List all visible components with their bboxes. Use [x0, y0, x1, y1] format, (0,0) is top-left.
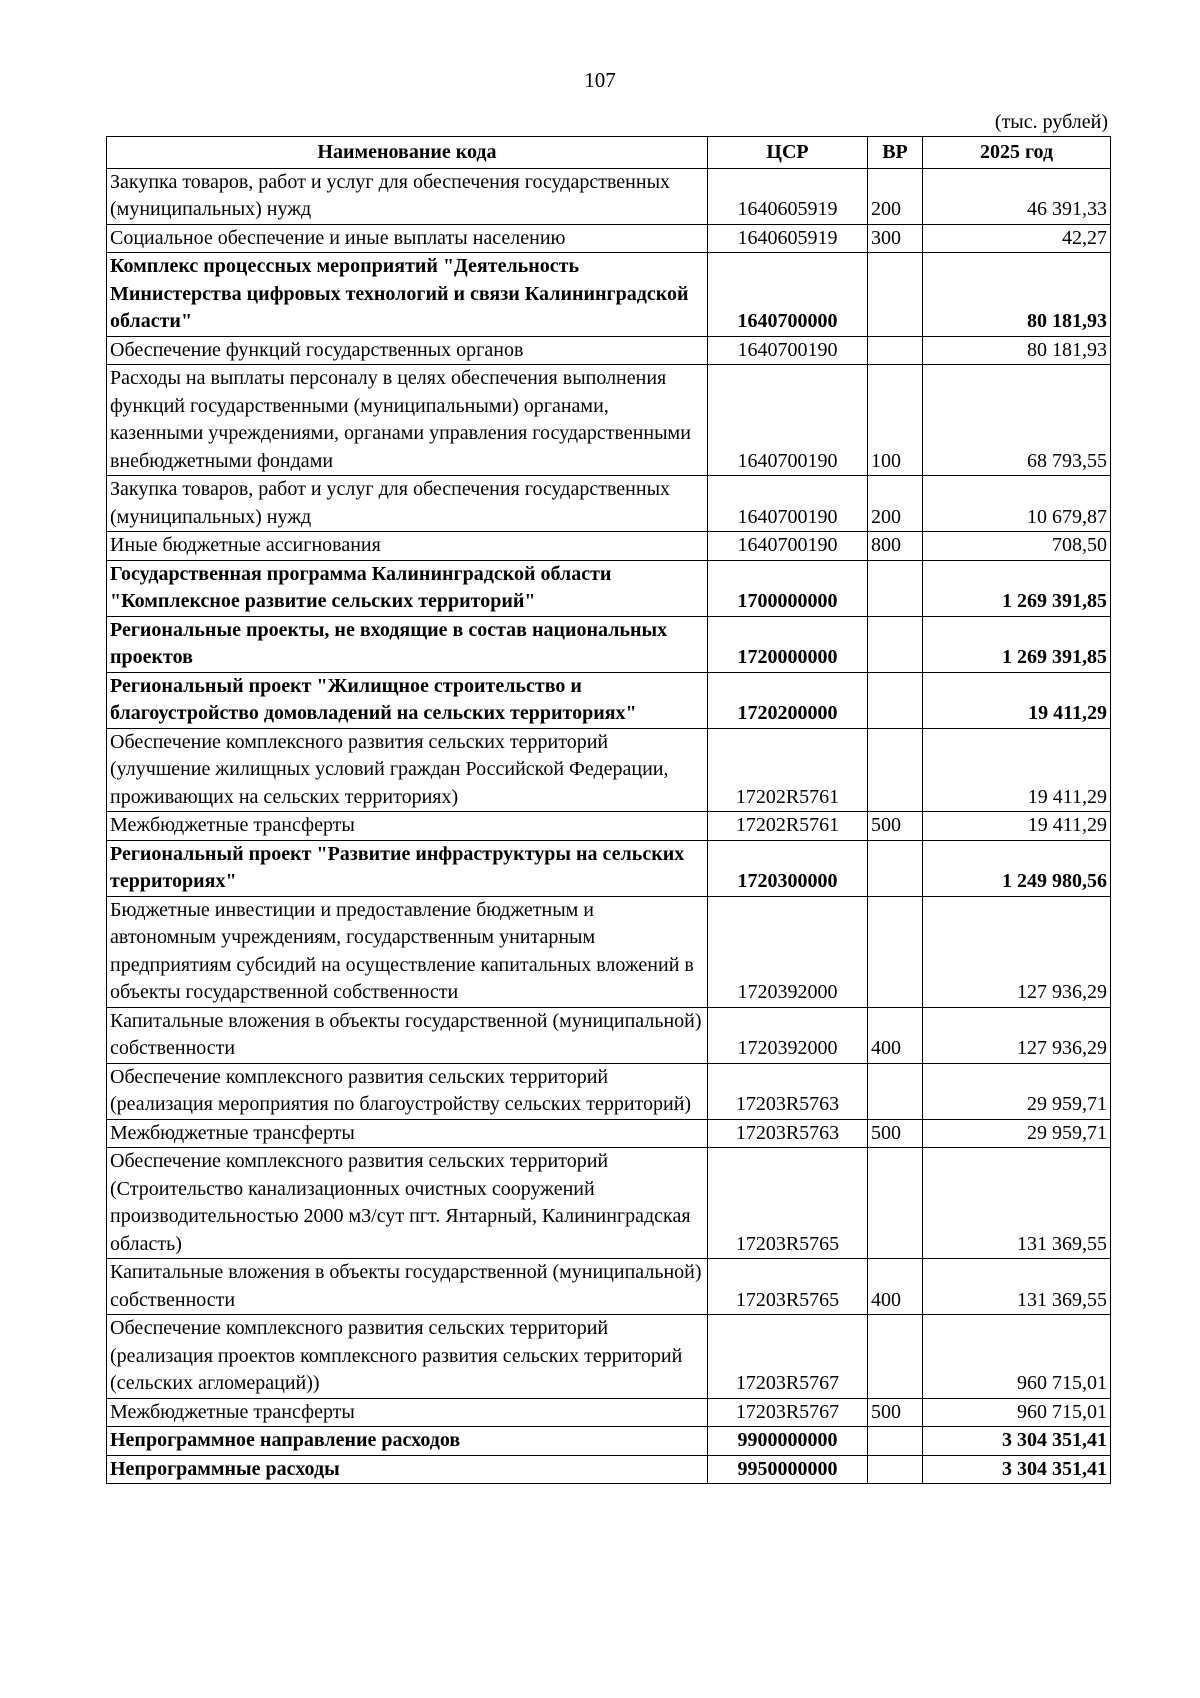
cell-amount: 29 959,71: [923, 1063, 1111, 1119]
table-row: [107, 1063, 1111, 1119]
cell-vr: 400: [868, 1007, 923, 1063]
cell-name: Обеспечение комплексного развития сельских территорий (реализация мероприятия по благоустройству сельских территорий): [107, 1063, 708, 1119]
cell-vr: [868, 1315, 923, 1399]
page-number: 107: [584, 68, 616, 92]
cell-name: Региональный проект "Развитие инфраструктуры на сельских территориях": [107, 840, 708, 896]
cell-amount: 46 391,33: [923, 168, 1111, 224]
cell-name: Бюджетные инвестиции и предоставление бюджетным и автономным учреждениям, государственным унитарным предприятиям субсидий на осуществление капитальных вложений в объекты государственной собственности: [107, 896, 708, 1007]
cell-name: Непрограммное направление расходов: [107, 1427, 708, 1456]
cell-amount: 42,27: [923, 224, 1111, 253]
cell-amount: 708,50: [923, 532, 1111, 561]
cell-amount: 131 369,55: [923, 1259, 1111, 1315]
cell-csr: 1640700190: [708, 336, 868, 365]
cell-name: Обеспечение комплексного развития сельских территорий (реализация проектов комплексного развития сельских территорий (сельских агломераций)): [107, 1315, 708, 1399]
header-vr: ВР: [868, 137, 923, 169]
cell-csr: 1640700190: [708, 532, 868, 561]
table-row: [107, 168, 1111, 224]
cell-name: Межбюджетные трансферты: [107, 812, 708, 841]
cell-name: Обеспечение комплексного развития сельских территорий (улучшение жилищных условий граждан Российской Федерации, проживающих на сельских территориях): [107, 728, 708, 812]
cell-vr: [868, 840, 923, 896]
table-row: [107, 476, 1111, 532]
header-csr: ЦСР: [708, 137, 868, 169]
cell-csr: 1720000000: [708, 616, 868, 672]
cell-name: Иные бюджетные ассигнования: [107, 532, 708, 561]
table-row: [107, 812, 1111, 841]
cell-vr: 200: [868, 476, 923, 532]
cell-vr: [868, 1427, 923, 1456]
cell-csr: 17203R5767: [708, 1315, 868, 1399]
table-row: [107, 336, 1111, 365]
table-row: [107, 896, 1111, 1007]
cell-name: Государственная программа Калининградской области "Комплексное развитие сельских территорий": [107, 560, 708, 616]
cell-amount: 80 181,93: [923, 253, 1111, 337]
cell-csr: 9900000000: [708, 1427, 868, 1456]
cell-vr: [868, 896, 923, 1007]
table-row: [107, 224, 1111, 253]
cell-name: Капитальные вложения в объекты государственной (муниципальной) собственности: [107, 1007, 708, 1063]
cell-amount: 960 715,01: [923, 1315, 1111, 1399]
cell-name: Закупка товаров, работ и услуг для обеспечения государственных (муниципальных) нужд: [107, 476, 708, 532]
cell-amount: 127 936,29: [923, 896, 1111, 1007]
cell-csr: 17203R5767: [708, 1398, 868, 1427]
cell-vr: [868, 253, 923, 337]
cell-csr: 1700000000: [708, 560, 868, 616]
cell-csr: 9950000000: [708, 1455, 868, 1484]
cell-csr: 17202R5761: [708, 728, 868, 812]
cell-amount: 127 936,29: [923, 1007, 1111, 1063]
cell-amount: 19 411,29: [923, 672, 1111, 728]
table-row: [107, 1315, 1111, 1399]
cell-csr: 17203R5765: [708, 1148, 868, 1259]
cell-vr: [868, 1063, 923, 1119]
cell-name: Непрограммные расходы: [107, 1455, 708, 1484]
table-row: [107, 365, 1111, 476]
table-row: [107, 1427, 1111, 1456]
header-year: 2025 год: [923, 137, 1111, 169]
budget-table: [106, 136, 1111, 1484]
cell-amount: 19 411,29: [923, 728, 1111, 812]
table-row: [107, 1148, 1111, 1259]
units-label: (тыс. рублей): [994, 111, 1108, 133]
cell-name: Комплекс процессных мероприятий "Деятельность Министерства цифровых технологий и связи Калининградской области": [107, 253, 708, 337]
cell-vr: 300: [868, 224, 923, 253]
table-row: [107, 1259, 1111, 1315]
cell-vr: 200: [868, 168, 923, 224]
cell-csr: 1720392000: [708, 896, 868, 1007]
cell-name: Социальное обеспечение и иные выплаты населению: [107, 224, 708, 253]
cell-name: Капитальные вложения в объекты государственной (муниципальной) собственности: [107, 1259, 708, 1315]
cell-vr: [868, 728, 923, 812]
header-row: [107, 137, 1111, 169]
table-row: [107, 840, 1111, 896]
table-row: [107, 616, 1111, 672]
cell-name: Расходы на выплаты персоналу в целях обеспечения выполнения функций государственными (муниципальными) органами, казенными учреждениями, органами управления государственными внебюджетными фондами: [107, 365, 708, 476]
cell-vr: 500: [868, 1398, 923, 1427]
table-row: [107, 1007, 1111, 1063]
table-row: [107, 1455, 1111, 1484]
cell-amount: 1 249 980,56: [923, 840, 1111, 896]
cell-amount: 131 369,55: [923, 1148, 1111, 1259]
cell-csr: 1720392000: [708, 1007, 868, 1063]
cell-csr: 17202R5761: [708, 812, 868, 841]
cell-vr: [868, 1148, 923, 1259]
cell-name: Межбюджетные трансферты: [107, 1119, 708, 1148]
cell-amount: 68 793,55: [923, 365, 1111, 476]
cell-amount: 29 959,71: [923, 1119, 1111, 1148]
table-row: [107, 672, 1111, 728]
cell-csr: 1640700190: [708, 476, 868, 532]
cell-amount: 1 269 391,85: [923, 616, 1111, 672]
cell-vr: [868, 336, 923, 365]
cell-name: Обеспечение комплексного развития сельских территорий (Строительство канализационных очистных сооружений производительностью 2000 м3/сут пгт. Янтарный, Калининградская область): [107, 1148, 708, 1259]
cell-amount: 960 715,01: [923, 1398, 1111, 1427]
cell-amount: 3 304 351,41: [923, 1427, 1111, 1456]
cell-vr: 500: [868, 1119, 923, 1148]
cell-csr: 17203R5765: [708, 1259, 868, 1315]
cell-amount: 10 679,87: [923, 476, 1111, 532]
table-header: [107, 137, 1111, 169]
cell-vr: 400: [868, 1259, 923, 1315]
table-body: [107, 168, 1111, 1484]
cell-amount: 19 411,29: [923, 812, 1111, 841]
cell-csr: 1720300000: [708, 840, 868, 896]
cell-name: Закупка товаров, работ и услуг для обеспечения государственных (муниципальных) нужд: [107, 168, 708, 224]
cell-csr: 1640700190: [708, 365, 868, 476]
cell-amount: 80 181,93: [923, 336, 1111, 365]
table-row: [107, 1119, 1111, 1148]
cell-vr: [868, 672, 923, 728]
table-row: [107, 253, 1111, 337]
cell-vr: 100: [868, 365, 923, 476]
cell-vr: [868, 560, 923, 616]
cell-csr: 1640700000: [708, 253, 868, 337]
table-row: [107, 532, 1111, 561]
cell-name: Региональные проекты, не входящие в состав национальных проектов: [107, 616, 708, 672]
table-row: [107, 728, 1111, 812]
cell-name: Региональный проект "Жилищное строительство и благоустройство домовладений на сельских территориях": [107, 672, 708, 728]
cell-vr: [868, 1455, 923, 1484]
cell-csr: 1720200000: [708, 672, 868, 728]
cell-name: Обеспечение функций государственных органов: [107, 336, 708, 365]
header-name: Наименование кода: [107, 137, 708, 169]
cell-vr: [868, 616, 923, 672]
cell-amount: 1 269 391,85: [923, 560, 1111, 616]
cell-csr: 17203R5763: [708, 1063, 868, 1119]
cell-amount: 3 304 351,41: [923, 1455, 1111, 1484]
cell-csr: 17203R5763: [708, 1119, 868, 1148]
cell-csr: 1640605919: [708, 224, 868, 253]
cell-vr: 800: [868, 532, 923, 561]
cell-name: Межбюджетные трансферты: [107, 1398, 708, 1427]
cell-vr: 500: [868, 812, 923, 841]
table-row: [107, 560, 1111, 616]
table-row: [107, 1398, 1111, 1427]
cell-csr: 1640605919: [708, 168, 868, 224]
